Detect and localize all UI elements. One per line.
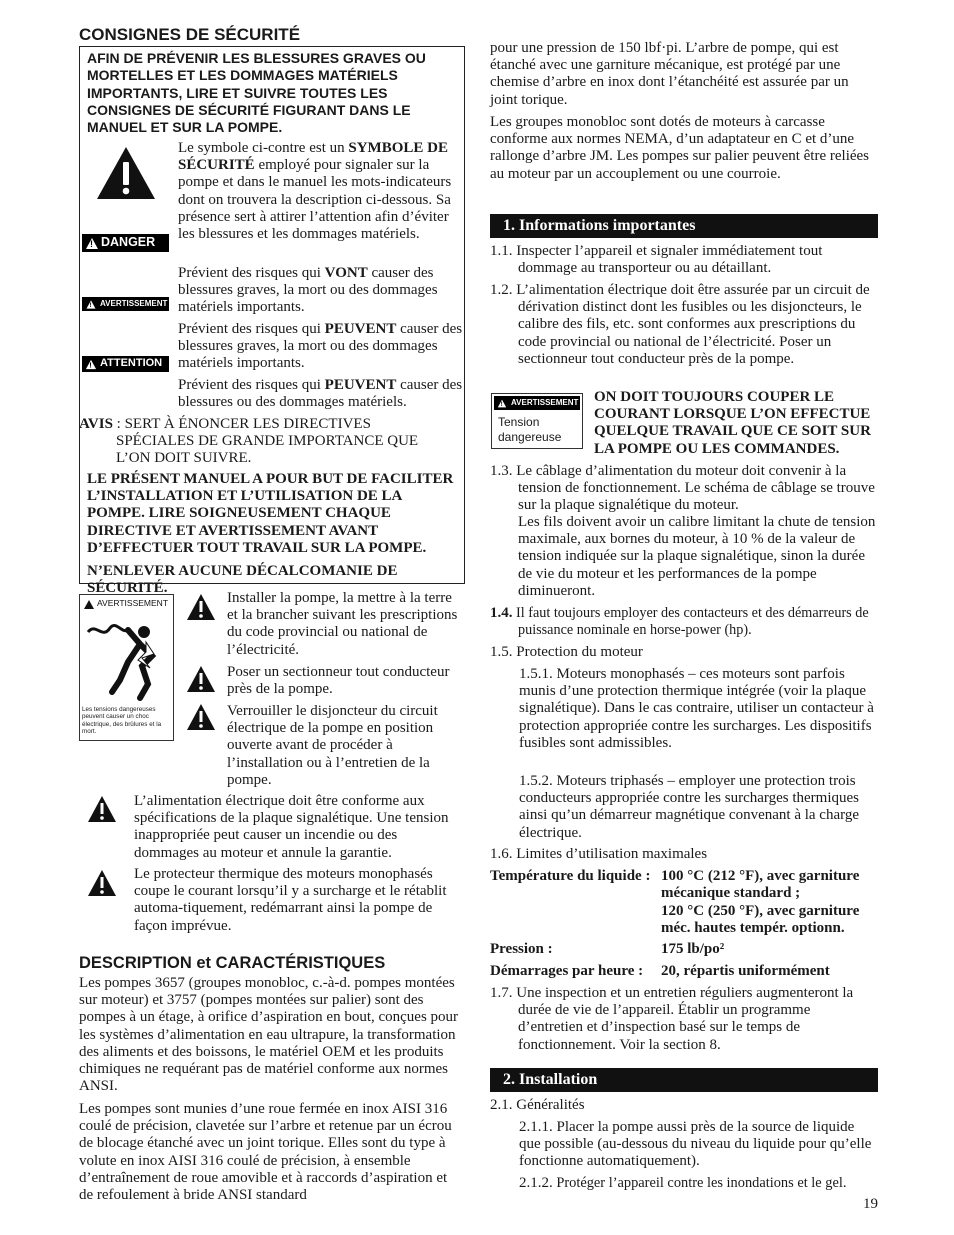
spec-temperature-value-1: 100 °C (212 °F), avec garniture mécanique standard ; bbox=[661, 868, 860, 902]
warning-triangle-icon bbox=[86, 359, 96, 368]
warning-triangle-icon bbox=[87, 869, 117, 902]
section-2-header: 2. Installation bbox=[490, 1068, 878, 1092]
attention-description: Prévient des risques qui PEUVENT causer des blessures ou des dommages matériels. bbox=[178, 377, 463, 411]
item-1-4: 1.4. Il faut toujours employer des contacteurs et des démarreurs de puissance nominale en horse-power (hp). bbox=[490, 605, 869, 639]
item-2-1: 2.1. Généralités bbox=[490, 1097, 585, 1113]
voltage-warning-text: ON DOIT TOUJOURS COUPER LE COURANT LORSQUE L’ON EFFECTUE QUELQUE TRAVAIL QUE CE SOIT SUR LA POMPE OU LES COMMANDES. bbox=[594, 389, 871, 457]
spec-pressure-value: 175 lb/po² bbox=[661, 941, 725, 957]
electrical-avertissement-badge: AVERTISSEMENT bbox=[82, 597, 171, 611]
item-1-6: 1.6. Limites d’utilisation maximales bbox=[490, 846, 708, 862]
item-2-1-2: 2.1.2. Protéger l’appareil contre les inondations et le gel. bbox=[519, 1175, 847, 1191]
electric-shock-icon bbox=[82, 614, 171, 709]
danger-badge: ! DANGER bbox=[82, 234, 169, 252]
item-1-5: 1.5. Protection du moteur bbox=[490, 644, 643, 660]
voltage-caption: Tension dangereuse bbox=[498, 415, 562, 444]
item-1-5-1: 1.5.1. Moteurs monophasés – ces moteurs sont parfois munis d’une protection thermique intégrée (voir la plaque signalétique). Dans le cas contraire, utiliser un contacteur à protection appropriée contre les surcharges. Les dispositifs fusibles sont admissibles. bbox=[519, 666, 874, 751]
decal-notice: N’ENLEVER AUCUNE DÉCALCOMANIE DE SÉCURITÉ. bbox=[87, 563, 398, 597]
safety-box bbox=[79, 46, 465, 597]
warning-triangle-icon bbox=[87, 795, 117, 828]
item-1-3-continued: Les fils doivent avoir un calibre limitant la chute de tension maximale, aux bornes du moteur, à 10 % de la valeur de tension indiquée sur la plaque signalétique, sinon la durée de vie du moteur et les performances de la pompe diminueront. bbox=[518, 514, 876, 599]
warning-triangle-icon bbox=[86, 238, 98, 249]
description-title: DESCRIPTION et CARACTÉRISTIQUES bbox=[79, 954, 386, 972]
attention-badge: ! ATTENTION bbox=[82, 356, 169, 372]
warning-triangle-icon bbox=[498, 399, 506, 407]
electrical-warning-label bbox=[79, 594, 174, 741]
warning-triangle-icon bbox=[87, 300, 96, 308]
spec-pressure-label: Pression : bbox=[490, 941, 553, 957]
manual-notice: LE PRÉSENT MANUEL A POUR BUT DE FACILITER L’INSTALLATION ET L’UTILISATION DE LA POMPE. LIRE SOIGNEUSEMENT CHAQUE DIRECTIVE ET AVERTISSEMENT AVANT D’EFFECTUER TOUT TRAVAIL SUR LA POMPE. bbox=[87, 471, 454, 556]
spec-starts-label: Démarrages par heure : bbox=[490, 963, 644, 979]
bullet-power-supply: L’alimentation électrique doit être conforme aux spécifications de la plaque signalétique. Une tension inappropriée peut causer un incendie ou des dommages au moteur et annule la garantie. bbox=[134, 793, 449, 861]
bullet-disconnect: Poser un sectionneur tout conducteur près de la pompe. bbox=[227, 664, 450, 698]
item-1-3: 1.3. Le câblage d’alimentation du moteur doit convenir à la tension de fonctionnement. Le schéma de câblage se trouve sur la plaque signalétique du moteur. bbox=[490, 463, 875, 514]
avertissement-badge: ! AVERTISSEMENT bbox=[82, 297, 169, 311]
bullet-install-grounding: Installer la pompe, la mettre à la terre et la brancher suivant les prescriptions du code provincial ou national de l’électricité. bbox=[227, 590, 458, 658]
bullet-thermal-protector: Le protecteur thermique des moteurs monophasés coupe le courant lorsqu’il y a surcharge et le rétablit automa-tiquement, redémarrant ainsi la pompe de façon imprévue. bbox=[134, 866, 447, 934]
continued-paragraph-1: pour une pression de 150 lbf·pi. L’arbre de pompe, qui est étanché avec une garniture mécanique, est protégé par une chemise d’arbre en inox dont l’étanchéité est assurée par un joint torique. bbox=[490, 40, 849, 108]
voltage-avertissement-badge: ! AVERTISSEMENT bbox=[494, 396, 580, 410]
continued-paragraph-2: Les groupes monobloc sont dotés de moteurs à carcasse conforme aux normes NEMA, d’un adaptateur en C et d’une rallonge d’arbre JM. Les pompes sur palier peuvent être reliées au moteur par un accouplement ou une courroie. bbox=[490, 114, 870, 182]
item-1-7: 1.7. Une inspection et un entretien réguliers augmenteront la durée de vie de l’appareil. Établir un programme d’entretien et d’inspection basé sur le temps de fonctionnement. Voir la section 8. bbox=[490, 985, 854, 1053]
avertissement-description: Prévient des risques qui PEUVENT causer des blessures graves, la mort ou des dommages matériels importants. bbox=[178, 321, 463, 372]
warning-triangle-icon bbox=[84, 600, 94, 609]
section-1-header: 1. Informations importantes bbox=[490, 214, 878, 238]
warning-triangle-icon bbox=[186, 593, 216, 626]
spec-starts-value: 20, répartis uniformément bbox=[661, 963, 830, 979]
bullet-lockout: Verrouiller le disjoncteur du circuit électrique de la pompe en position ouverte avant de procéder à l’installation ou à l’entretien de la pompe. bbox=[227, 703, 438, 788]
page-number: 19 bbox=[863, 1196, 878, 1212]
safety-title: CONSIGNES DE SÉCURITÉ bbox=[79, 25, 301, 44]
danger-description: Prévient des risques qui VONT causer des blessures graves, la mort ou des dommages matériels importants. bbox=[178, 265, 438, 316]
spec-temperature-label: Température du liquide : bbox=[490, 868, 651, 884]
voltage-warning-label bbox=[491, 393, 583, 449]
warning-triangle-icon bbox=[186, 703, 216, 736]
electrical-caption: Les tensions dangereuses peuvent causer un choc électrique, des brûlures et la mort. bbox=[82, 706, 162, 735]
description-paragraph-2: Les pompes sont munies d’une roue fermée en inox AISI 316 coulé de précision, clavetée sur l’arbre et retenue par un écrou de blocage étanché avec un joint torique. Elles sont du type à volute en inox AISI 316 coulé de précision, à ensemble d’entraînement de roue amovible et à raccords d’aspiration et de refoulement à bride ANSI standard bbox=[79, 1101, 452, 1204]
description-paragraph-1: Les pompes 3657 (groupes monobloc, c.-à-d. pompes montées sur moteur) et 3757 (pompes montées sur palier) sont des pompes à un étage, à orifice d’aspiration en bout, conçues pour les systèmes d’alimentation en eau ultrapure, la transformation des aliments et des boissons, le matériel OEM et les produits chimiques ne requérant pas de matériel conforme aux normes ANSI. bbox=[79, 975, 459, 1095]
spec-temperature-value-2: 120 °C (250 °F), avec garniture méc. hautes tempér. optionn. bbox=[661, 903, 860, 937]
safety-symbol-description: Le symbole ci-contre est un SYMBOLE DE SÉCURITÉ employé pour signaler sur la pompe et dans le manuel les mots-indicateurs dont on trouvera la description ci-dessous. Sa présence sert à attirer l’attention afin d’éviter les blessures et les dommages matériels. bbox=[178, 140, 452, 243]
warning-triangle-icon bbox=[186, 665, 216, 698]
item-1-2: 1.2. L’alimentation électrique doit être assurée par un circuit de dérivation distinct dont les fusibles ou les disjoncteurs, le calibre des fils, etc. sont conformes aux prescriptions du code provincial ou national de l’électricité. Poser un sectionneur tout conducteur près de la pompe. bbox=[490, 282, 870, 367]
item-1-5-2: 1.5.2. Moteurs triphasés – employer une protection trois conducteurs appropriée contre les surcharges thermiques ainsi qu’un démarreur magnétique convenant à la charge électrique. bbox=[519, 773, 860, 841]
item-1-1: 1.1. Inspecter l’appareil et signaler immédiatement tout dommage au transporteur ou au détaillant. bbox=[490, 243, 823, 277]
avis-description: AVIS : SERT À ÉNONCER LES DIRECTIVES SPÉCIALES DE GRANDE IMPORTANCE QUE L’ON DOIT SUIVRE. bbox=[79, 416, 419, 467]
item-2-1-1: 2.1.1. Placer la pompe aussi près de la source de liquide que possible (au-dessous du niveau du liquide pour qu’elle fonctionne automatiquement). bbox=[519, 1119, 872, 1170]
safety-alert-symbol-icon bbox=[95, 145, 157, 201]
safety-box-header: AFIN DE PRÉVENIR LES BLESSURES GRAVES OU MORTELLES ET LES DOMMAGES MATÉRIELS IMPORTANTS, LIRE ET SUIVRE TOUTES LES CONSIGNES DE SÉCURITÉ FIGURANT DANS LE MANUEL ET SUR LA POMPE. bbox=[87, 50, 426, 136]
